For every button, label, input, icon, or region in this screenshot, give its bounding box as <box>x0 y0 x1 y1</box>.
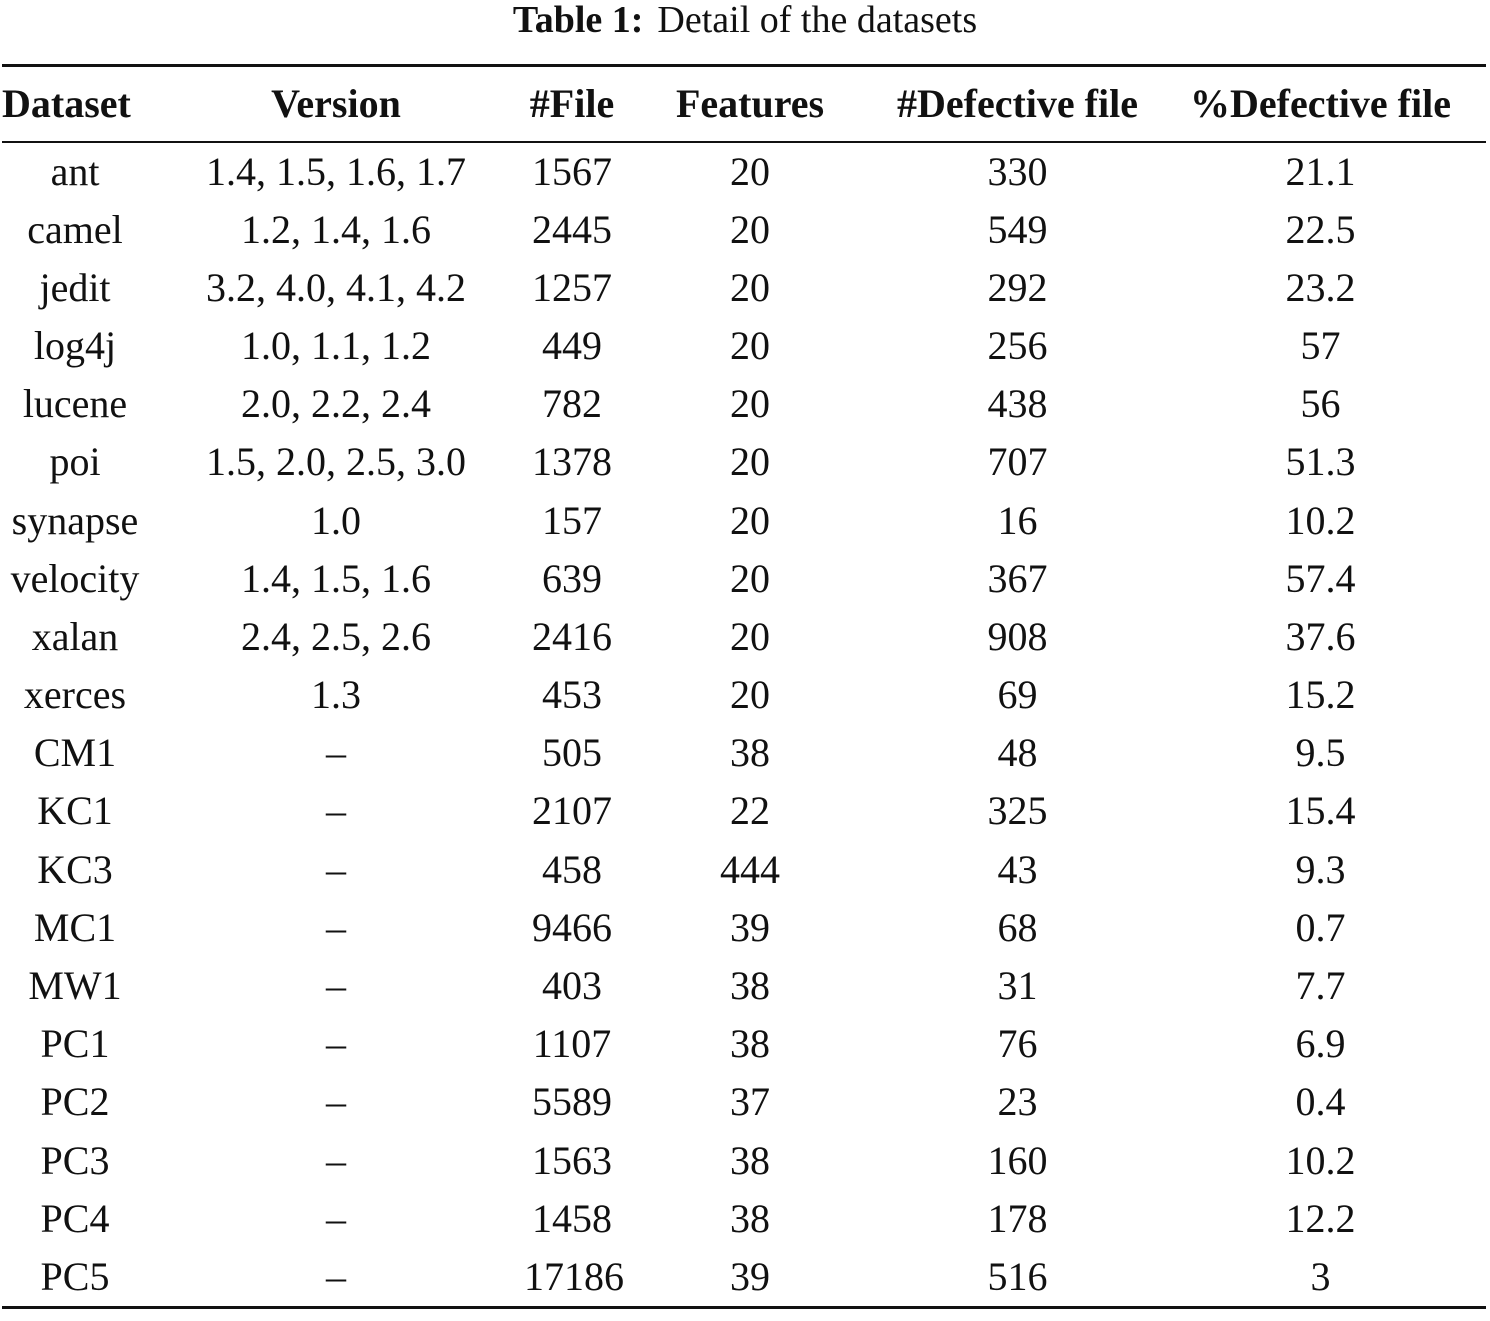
cell-defective-file-count: 367 <box>987 555 1048 601</box>
cell-file-count: 1257 <box>532 264 612 310</box>
table-caption-text: Detail of the datasets <box>657 0 978 41</box>
cell-features: 20 <box>730 672 770 718</box>
column-header-dataset: Dataset <box>2 66 148 142</box>
cell-dataset: lucene <box>22 381 128 427</box>
cell-dataset: MW1 <box>28 963 122 1009</box>
cell-file-count: 782 <box>542 381 602 427</box>
cell-defective-file-percent: 12.2 <box>1285 1195 1356 1241</box>
table-row <box>2 142 1486 201</box>
cell-features: 38 <box>730 1137 770 1183</box>
cell-features: 38 <box>730 1021 770 1067</box>
cell-defective-file-count: 23 <box>997 1079 1038 1125</box>
cell-version: – <box>326 1195 346 1241</box>
cell-version: 1.4, 1.5, 1.6, 1.7 <box>206 148 466 194</box>
cell-dataset: xerces <box>23 672 127 718</box>
cell-defective-file-count: 707 <box>987 439 1048 485</box>
cell-dataset: KC1 <box>37 788 113 834</box>
cell-defective-file-count: 908 <box>987 613 1048 659</box>
cell-features: 20 <box>730 439 770 485</box>
cell-defective-file-percent: 9.3 <box>1295 846 1346 892</box>
cell-file-count: 639 <box>542 555 602 601</box>
table-row <box>2 201 1486 259</box>
cell-features: 38 <box>730 963 770 1009</box>
table-row <box>2 899 1486 957</box>
cell-dataset: PC1 <box>40 1021 110 1067</box>
table-caption-label: Table 1: <box>512 0 644 41</box>
cell-file-count: 1567 <box>532 148 612 194</box>
cell-version: – <box>326 1137 346 1183</box>
cell-dataset: ant <box>50 148 100 194</box>
table-row <box>2 841 1486 899</box>
cell-features: 20 <box>730 381 770 427</box>
table-row <box>2 1073 1486 1131</box>
cell-version: – <box>326 788 346 834</box>
cell-defective-file-percent: 9.5 <box>1295 730 1346 776</box>
table-row <box>2 317 1486 375</box>
cell-dataset: camel <box>27 206 123 252</box>
cell-version: 1.4, 1.5, 1.6 <box>241 555 431 601</box>
cell-defective-file-count: 48 <box>997 730 1038 776</box>
cell-dataset: poi <box>49 439 101 485</box>
cell-features: 20 <box>730 322 770 368</box>
cell-version: – <box>326 904 346 950</box>
cell-defective-file-count: 178 <box>987 1195 1048 1241</box>
cell-file-count: 157 <box>542 497 602 543</box>
cell-defective-file-percent: 0.7 <box>1295 904 1346 950</box>
cell-defective-file-percent: 10.2 <box>1285 497 1356 543</box>
table-row <box>2 1132 1486 1190</box>
table-row <box>2 782 1486 840</box>
cell-version: 3.2, 4.0, 4.1, 4.2 <box>206 264 466 310</box>
table-caption <box>0 0 1490 40</box>
cell-features: 20 <box>730 497 770 543</box>
table-row <box>2 491 1486 549</box>
cell-file-count: 458 <box>542 846 602 892</box>
cell-defective-file-percent: 51.3 <box>1285 439 1356 485</box>
column-header-defective-file-count: #Defective file <box>880 66 1155 142</box>
cell-file-count: 1107 <box>532 1021 612 1067</box>
cell-defective-file-percent: 22.5 <box>1285 206 1356 252</box>
cell-dataset: CM1 <box>33 730 117 776</box>
cell-defective-file-count: 68 <box>997 904 1038 950</box>
table-row <box>2 608 1486 666</box>
table-row <box>2 1190 1486 1248</box>
cell-features: 20 <box>730 264 770 310</box>
cell-version: 2.4, 2.5, 2.6 <box>241 613 431 659</box>
cell-defective-file-count: 16 <box>997 497 1038 543</box>
cell-dataset: velocity <box>10 555 140 601</box>
cell-file-count: 2445 <box>532 206 612 252</box>
cell-file-count: 1563 <box>532 1137 612 1183</box>
cell-features: 38 <box>730 1195 770 1241</box>
cell-defective-file-percent: 10.2 <box>1285 1137 1356 1183</box>
table-header-row <box>2 66 1486 142</box>
cell-defective-file-count: 325 <box>987 788 1048 834</box>
cell-defective-file-count: 438 <box>987 381 1048 427</box>
column-header-defective-file-percent: %Defective file <box>1155 66 1486 142</box>
table-row <box>2 666 1486 724</box>
cell-version: – <box>326 730 346 776</box>
cell-version: 1.2, 1.4, 1.6 <box>241 206 431 252</box>
cell-defective-file-count: 43 <box>997 846 1038 892</box>
cell-defective-file-count: 256 <box>987 322 1048 368</box>
cell-features: 22 <box>730 788 770 834</box>
cell-file-count: 505 <box>542 730 602 776</box>
cell-version: 2.0, 2.2, 2.4 <box>241 381 431 427</box>
cell-features: 20 <box>730 613 770 659</box>
cell-defective-file-percent: 37.6 <box>1285 613 1356 659</box>
cell-dataset: PC2 <box>40 1079 110 1125</box>
cell-dataset: MC1 <box>33 904 117 950</box>
column-header-features: Features <box>620 66 880 142</box>
cell-defective-file-percent: 57 <box>1300 322 1341 368</box>
table-row <box>2 550 1486 608</box>
cell-version: 1.5, 2.0, 2.5, 3.0 <box>206 439 466 485</box>
cell-dataset: log4j <box>33 322 117 368</box>
cell-file-count: 1458 <box>532 1195 612 1241</box>
cell-dataset: xalan <box>31 613 119 659</box>
table-row <box>2 1248 1486 1308</box>
cell-defective-file-percent: 23.2 <box>1285 264 1356 310</box>
column-header-version: Version <box>148 66 524 142</box>
cell-defective-file-count: 549 <box>987 206 1048 252</box>
cell-version: – <box>326 846 346 892</box>
cell-dataset: jedit <box>39 264 111 310</box>
cell-defective-file-count: 330 <box>987 148 1048 194</box>
cell-version: – <box>326 1079 346 1125</box>
cell-features: 39 <box>730 904 770 950</box>
datasets-table <box>2 64 1486 1309</box>
cell-features: 20 <box>730 206 770 252</box>
cell-defective-file-percent: 3 <box>1155 1248 1486 1308</box>
table-row <box>2 724 1486 782</box>
cell-defective-file-percent: 15.4 <box>1285 788 1356 834</box>
cell-file-count: 17186 <box>524 1248 620 1308</box>
cell-version: 1.0 <box>311 497 361 543</box>
cell-features: 444 <box>720 846 780 892</box>
column-header-file-count: #File <box>524 66 620 142</box>
cell-dataset: PC4 <box>40 1195 110 1241</box>
cell-version: – <box>326 963 346 1009</box>
cell-defective-file-percent: 0.4 <box>1295 1079 1346 1125</box>
cell-defective-file-percent: 56 <box>1300 381 1341 427</box>
cell-defective-file-percent: 57.4 <box>1285 555 1356 601</box>
table-row <box>2 433 1486 491</box>
table-row <box>2 259 1486 317</box>
cell-version: 1.3 <box>311 672 361 718</box>
cell-defective-file-count: 31 <box>997 963 1038 1009</box>
cell-dataset: PC3 <box>40 1137 110 1183</box>
cell-file-count: 5589 <box>532 1079 612 1125</box>
cell-defective-file-percent: 15.2 <box>1285 672 1356 718</box>
cell-features: 37 <box>730 1079 770 1125</box>
cell-defective-file-count: 292 <box>987 264 1048 310</box>
table-row <box>2 1015 1486 1073</box>
cell-defective-file-percent: 21.1 <box>1285 148 1356 194</box>
table-row <box>2 375 1486 433</box>
cell-file-count: 403 <box>542 963 602 1009</box>
table-header <box>2 66 1486 142</box>
cell-version: – <box>148 1248 524 1308</box>
cell-file-count: 449 <box>542 322 602 368</box>
cell-features: 38 <box>730 730 770 776</box>
cell-dataset: synapse <box>11 497 139 543</box>
cell-defective-file-count: 160 <box>987 1137 1048 1183</box>
cell-defective-file-count: 516 <box>880 1248 1155 1308</box>
table-row <box>2 957 1486 1015</box>
cell-file-count: 453 <box>542 672 602 718</box>
cell-file-count: 2107 <box>532 788 612 834</box>
cell-dataset: KC3 <box>37 846 113 892</box>
cell-version: 1.0, 1.1, 1.2 <box>241 322 431 368</box>
cell-file-count: 9466 <box>532 904 612 950</box>
cell-dataset: PC5 <box>2 1248 148 1308</box>
cell-features: 39 <box>620 1248 880 1308</box>
cell-features: 20 <box>730 555 770 601</box>
cell-defective-file-percent: 6.9 <box>1295 1021 1346 1067</box>
table-body <box>2 142 1486 1308</box>
cell-defective-file-percent: 7.7 <box>1295 963 1346 1009</box>
cell-defective-file-count: 69 <box>997 672 1038 718</box>
cell-version: – <box>326 1021 346 1067</box>
cell-features: 20 <box>730 148 770 194</box>
cell-file-count: 2416 <box>532 613 612 659</box>
cell-defective-file-count: 76 <box>997 1021 1038 1067</box>
cell-file-count: 1378 <box>532 439 612 485</box>
